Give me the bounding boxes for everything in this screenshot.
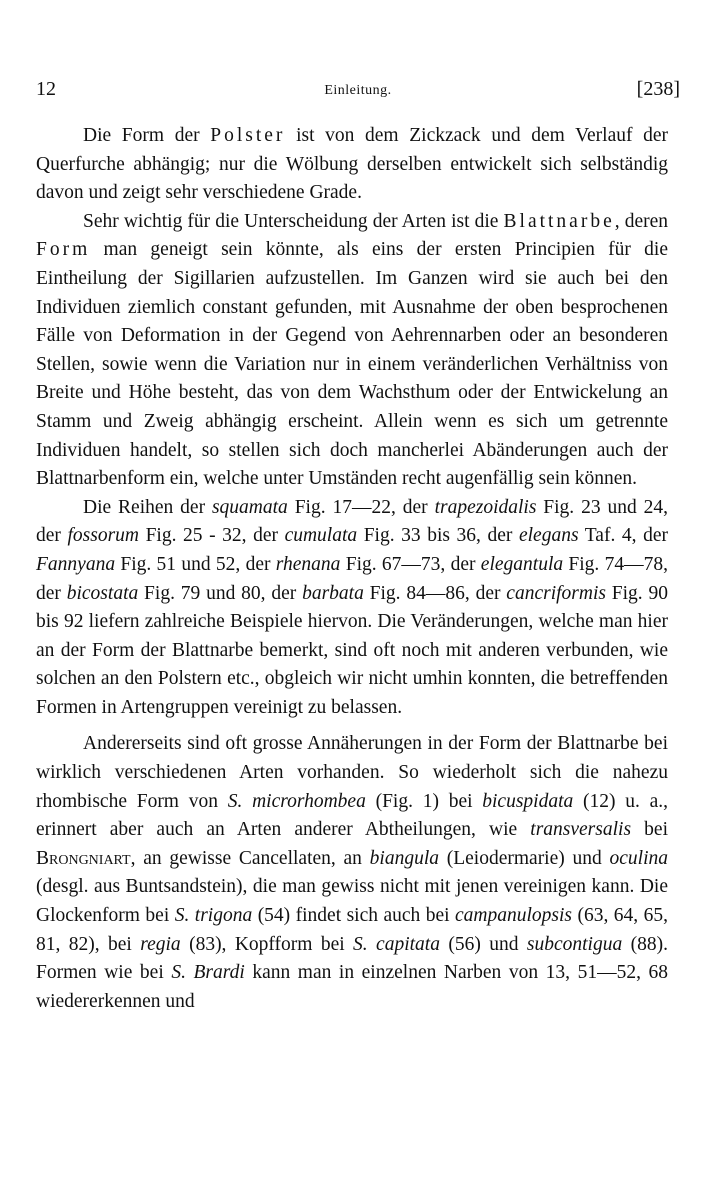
italic-term: fossorum [67,525,139,547]
text-run: (12) u. a., erinnert aber auch an Arten anderer Abtheilungen, wie [36,790,669,841]
text-run: Fig. 84—86, der [363,582,507,604]
spaced-emphasis: Polster [210,125,286,146]
text-run: (83), Kopfform bei [180,933,354,955]
spaced-emphasis: Blattnarbe [503,210,615,232]
text-run: Fig. 67—73, der [340,553,481,575]
page-number: 12 [36,78,56,100]
italic-term: transversalis [530,819,632,841]
small-caps-name: Brongniart [36,847,131,869]
paragraph [36,208,668,494]
text-run: Fig. 79 und 80, der [138,582,303,604]
spaced-emphasis: Form [36,239,91,261]
italic-term: S. Brardi [171,962,245,984]
italic-term: trapezoidalis [434,496,537,518]
text-run: Taf. 4, der [578,525,668,547]
italic-term: S. trigona [174,905,253,927]
text-run: (56) und [439,933,527,955]
italic-term: rhenana [275,553,341,575]
text-run: Die Form der [83,125,211,146]
text-run: Fig. 33 bis 36, der [357,525,519,547]
italic-term: bicuspidata [482,790,574,812]
text-run: (54) findet sich auch bei [252,905,455,927]
italic-term: squamata [211,496,288,518]
text-run: Sehr wichtig für die Unterscheidung der Arten ist die [83,210,504,232]
italic-term: S. capitata [353,933,440,955]
italic-term: bicostata [66,582,139,604]
text-run: Fig. 23 und 24, der [36,496,668,547]
italic-term: cumulata [284,525,358,547]
text-run: Fig. 90 bis 92 liefern zahlreiche Beispiele hiervon. Die Veränderungen, welche man hier an der Form der Blattnarbe bemerkt, sind oft noch mit anderen verbunden, wie solchen an den Polstern etc., obgleich wir nicht umhin konnten, die betreffenden Formen in Artengruppen vereinigt zu belassen. [36,582,668,718]
text-run: , an gewisse Cancellaten, an [130,847,370,869]
page-header [36,78,680,102]
italic-term: elegantula [480,553,564,575]
italic-term: regia [140,933,181,955]
folio-number: [238] [636,78,680,100]
body-text [36,122,668,1016]
italic-term: subcontigua [526,933,623,955]
italic-term: biangula [369,847,439,869]
text-run: Die Reihen der [83,496,212,518]
text-run: (88). Formen wie bei [36,933,668,984]
paragraph [36,494,668,723]
italic-term: elegans [518,525,579,547]
text-run: Andererseits sind oft grosse Annäherungen in der Form der Blattnarbe bei wirklich verschiedenen Arten vorhanden. So wiederholt sich die nahezu rhombische Form von [36,733,668,812]
text-run: kann man in einzelnen Narben von 13, 51—52, 68 wiedererkennen und [36,962,668,1012]
paragraph [36,122,668,208]
text-run: (Leiodermarie) und [439,847,610,869]
text-run: Fig. 51 und 52, der [115,553,276,575]
italic-term: S. microrhombea [227,790,366,812]
running-title: Einleitung. [324,83,392,98]
text-run: ist von dem Zickzack und dem Verlauf der Querfurche abhängig; nur die Wölbung derselben entwickelt sich selbständig davon und zeigt sehr verschiedene Grade. [36,125,669,204]
text-run: Fig. 17—22, der [287,496,435,518]
text-run: , deren [614,210,668,232]
italic-term: campanulopsis [455,905,572,927]
text-run: (Fig. 1) bei [365,790,483,812]
text-run: man geneigt sein könnte, als eins der ersten Principien für die Eintheilung der Sigillarien aufzustellen. Im Ganzen wird sie auch bei den Individuen ziemlich constant gefunden, mit Ausnahme der oben besprochenen Fälle von Deformation in der Gegend von Aehrennarben oder an besonderen Stellen, sowie wenn die Variation nur in einem veränderlichen Verhältniss von Breite und Höhe besteht, das von dem Wachsthum oder der Entwickelung an Stamm und Zweig abhängig erscheint. Allein wenn es sich um getrennte Individuen handelt, so stellen sich doch mancherlei Abänderungen auch der Blattnarbenform ein, welche unter Umständen recht augenfällig sein können. [36,239,668,490]
italic-term: cancriformis [506,582,606,604]
text-run: bei [631,819,668,841]
italic-term: Fannyana [36,553,116,575]
text-run: Fig. 74—78, der [36,553,668,604]
paragraph [36,730,668,1016]
text-run: (63, 64, 65, 81, 82), bei [36,905,668,955]
text-run: Fig. 25 - 32, der [139,525,285,547]
italic-term: oculina [609,847,668,869]
italic-term: barbata [302,582,364,604]
text-run: (desgl. aus Buntsandstein), die man gewiss nicht mit jenen vereinigen kann. Die Glockenform bei [36,876,668,927]
